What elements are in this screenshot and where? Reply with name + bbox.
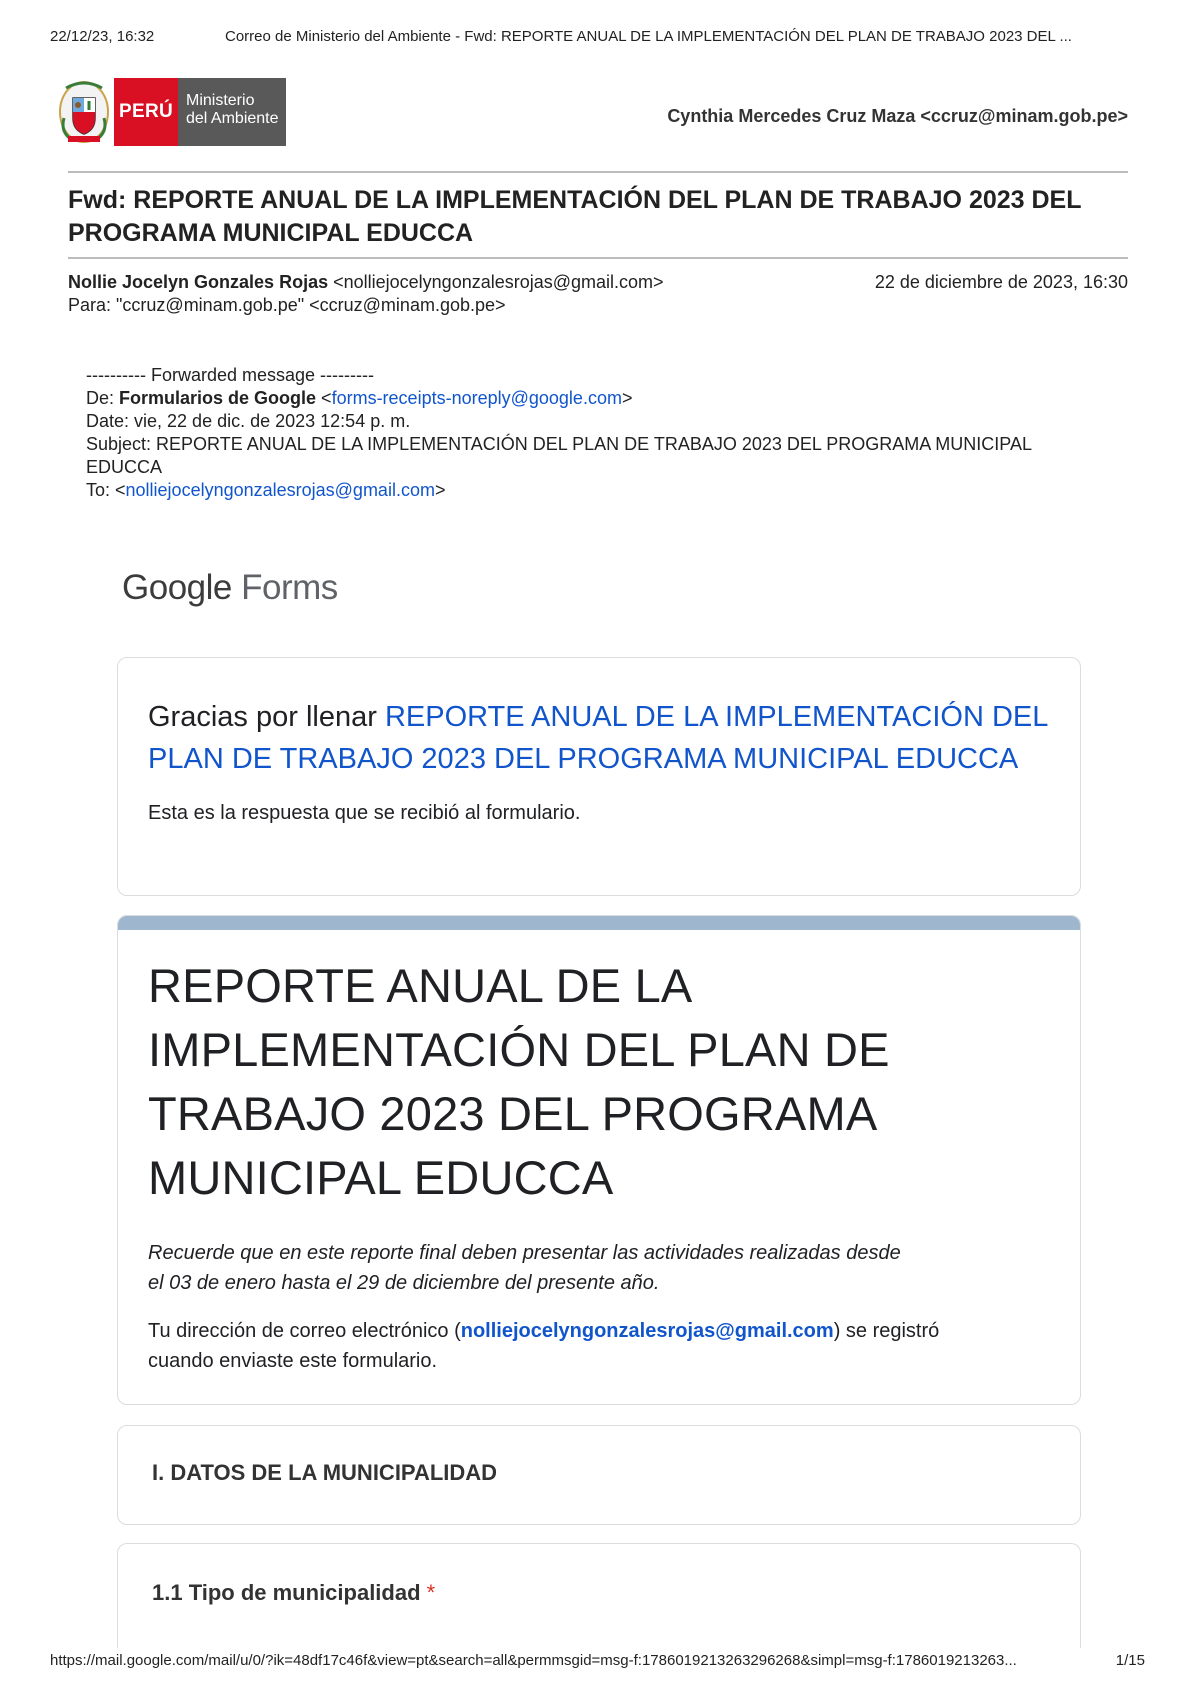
note-prefix: Tu dirección de correo electrónico (: [148, 1320, 461, 1342]
google-forms-logo: [122, 568, 338, 608]
email-recorded-note: [148, 1316, 1008, 1376]
from-label: De:: [86, 388, 120, 408]
note-suffix: ) se registró cuando enviaste este formulario.: [148, 1320, 940, 1372]
to-email-link[interactable]: nolliejocelyngonzalesrojas@gmail.com: [125, 480, 435, 500]
sender: [68, 272, 664, 293]
forwarded-from: De: Formularios de Google <forms-receipts-noreply@google.com>: [86, 388, 633, 408]
print-footer: [0, 1648, 1190, 1684]
forwarded-separator: ---------- Forwarded message ---------: [86, 365, 374, 385]
from-name: Formularios de Google: [119, 388, 317, 408]
divider: [68, 257, 1128, 259]
section-title: I. DATOS DE LA MUNICIPALIDAD: [152, 1460, 498, 1485]
thanks-prefix: Gracias por llenar: [148, 701, 385, 733]
recipient-line: Para: "ccruz@minam.gob.pe" <ccruz@minam.gob.pe>: [68, 295, 506, 315]
thanks-heading: [148, 696, 1050, 780]
sender-name: Nollie Jocelyn Gonzales Rojas: [68, 272, 329, 292]
from-email-link[interactable]: forms-receipts-noreply@google.com: [331, 388, 622, 408]
question-label: 1.1 Tipo de municipalidad: [152, 1580, 421, 1605]
minam-logo: [58, 78, 286, 146]
forwarded-date: Date: vie, 22 de dic. de 2023 12:54 p. m.: [86, 411, 411, 431]
email-subject: Fwd: REPORTE ANUAL DE LA IMPLEMENTACIÓN DEL PLAN DE TRABAJO 2023 DEL PROGRAMA MUNICIPAL EDUCCA: [68, 186, 1082, 247]
peru-label: PERÚ: [114, 78, 178, 146]
print-header: [50, 28, 1150, 48]
print-page-title: Correo de Ministerio del Ambiente - Fwd: REPORTE ANUAL DE LA IMPLEMENTACIÓN DEL PLAN DE TRABAJO 2023 DEL ...: [225, 28, 1072, 45]
question-title: [152, 1580, 1046, 1606]
form-title: REPORTE ANUAL DE LA IMPLEMENTACIÓN DEL PLAN DE TRABAJO 2023 DEL PROGRAMA MUNICIPAL EDUCCA: [148, 959, 890, 1204]
divider: [68, 171, 1128, 173]
google-wordmark: Google: [122, 568, 232, 607]
print-timestamp: 22/12/23, 16:32: [50, 28, 155, 45]
required-mark: *: [426, 1580, 436, 1605]
section-card: [117, 1425, 1081, 1525]
thanks-subtitle: Esta es la respuesta que se recibió al formulario.: [148, 802, 581, 824]
page-number: 1/15: [1115, 1652, 1145, 1669]
to-label: To:: [86, 480, 116, 500]
peru-coat-of-arms-icon: [58, 78, 110, 146]
thanks-card: [117, 657, 1081, 896]
ministry-label: [178, 78, 286, 146]
sender-email: <nolliejocelyngonzalesrojas@gmail.com>: [333, 272, 664, 292]
forwarded-subject: Subject: REPORTE ANUAL DE LA IMPLEMENTACIÓN DEL PLAN DE TRABAJO 2023 DEL PROGRAMA MUNICIPAL EDUCCA: [86, 434, 1032, 477]
account-name: Cynthia Mercedes Cruz Maza <ccruz@minam.gob.pe>: [667, 106, 1128, 126]
form-title-link[interactable]: REPORTE ANUAL DE LA IMPLEMENTACIÓN DEL PLAN DE TRABAJO 2023 DEL PROGRAMA MUNICIPAL EDUCCA: [148, 701, 1048, 775]
form-header-card: [117, 915, 1081, 1405]
print-url: https://mail.google.com/mail/u/0/?ik=48df17c46f&view=pt&search=all&permmsgid=msg-f:1786019213263296268&simpl=msg-f:1786019213263...: [50, 1652, 1017, 1669]
ministry-line-2: del Ambiente: [186, 110, 279, 127]
form-description: Recuerde que en este reporte final deben presentar las actividades realizadas desde el 03 de enero hasta el 29 de diciembre del presente año.: [148, 1242, 901, 1294]
ministry-line-1: Ministerio: [186, 92, 255, 109]
forms-wordmark: Forms: [241, 568, 338, 607]
forwarded-to: To: <nolliejocelyngonzalesrojas@gmail.com>: [86, 480, 446, 500]
form-accent-bar: [118, 916, 1080, 930]
forwarded-header: [86, 364, 1066, 502]
email-date: 22 de diciembre de 2023, 16:30: [874, 272, 1128, 292]
note-email: nolliejocelyngonzalesrojas@gmail.com: [460, 1320, 834, 1342]
